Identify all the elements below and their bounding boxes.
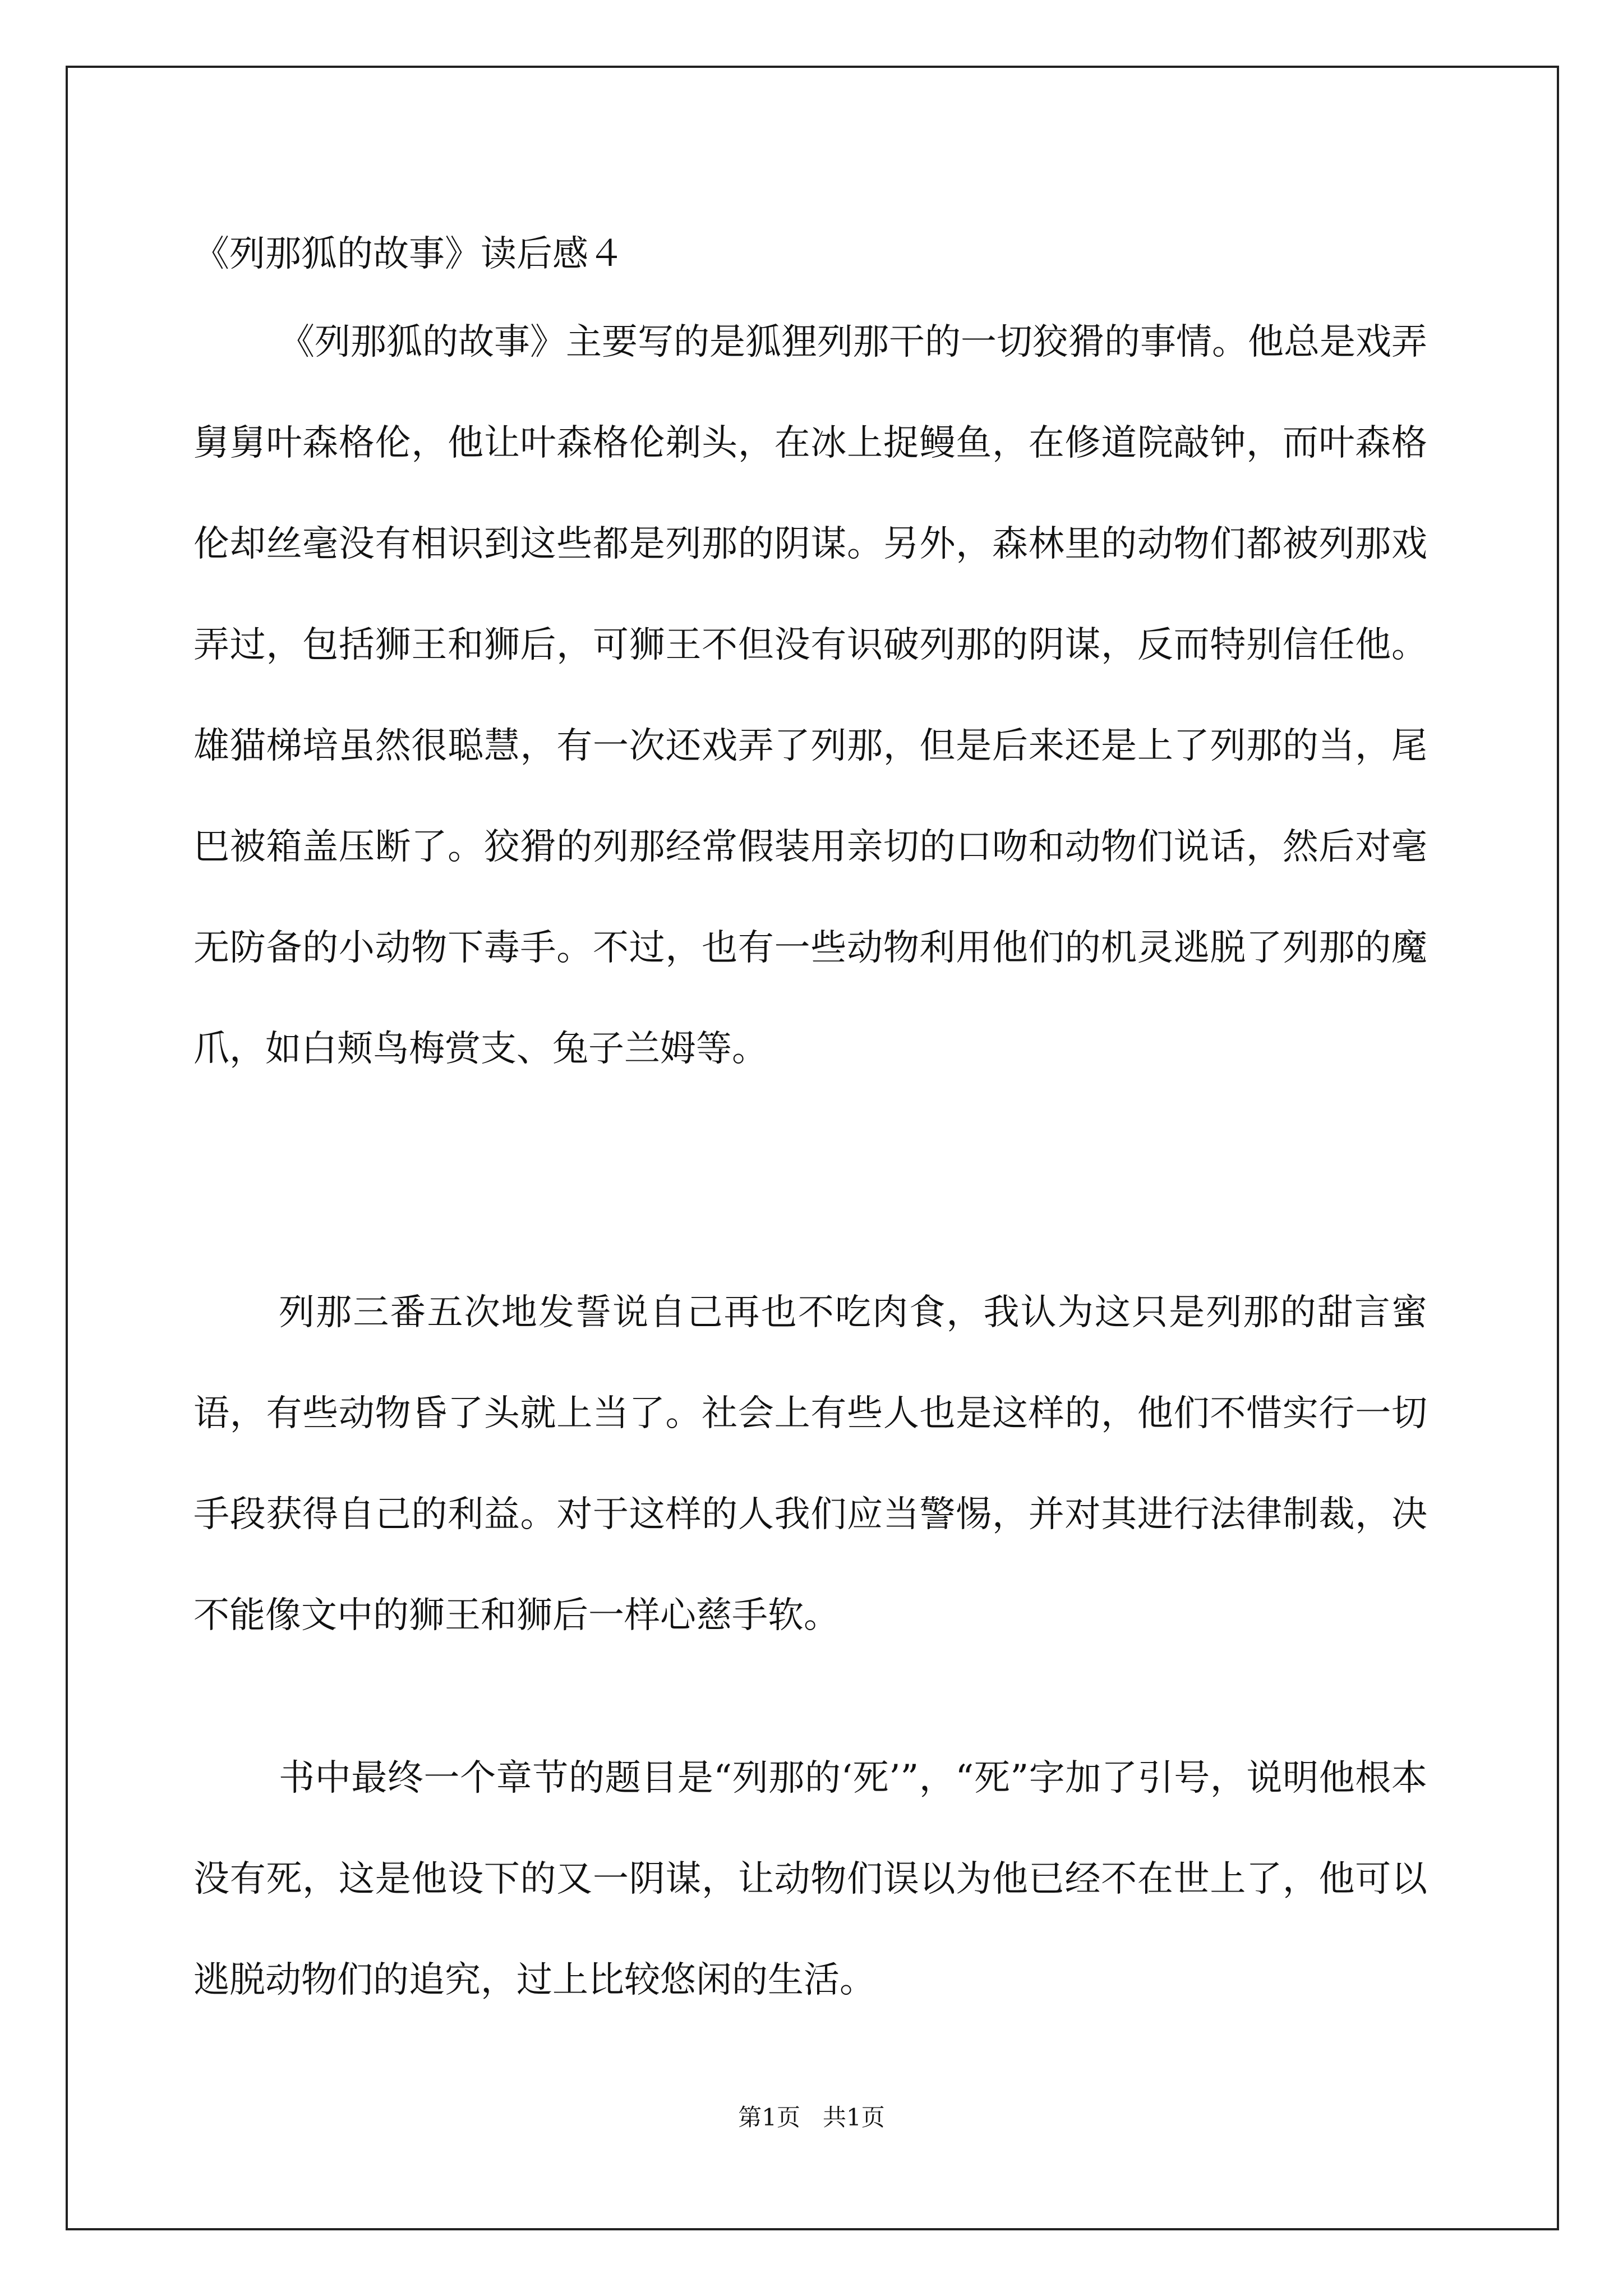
paragraph-1: 《列那狐的故事》主要写的是狐狸列那干的一切狡猾的事情。他总是戏弄舅舅叶森格伦，他让叶森格伦剃头，在冰上捉鳗鱼，在修道院敲钟，而叶森格伦却丝毫没有相识到这些都是列那的阴谋。另外，森林里的动物们都被列那戏弄过，包括狮王和狮后，可狮王不但没有识破列那的阴谋，反而特别信任他。雄猫梯培虽然很聪慧，有一次还戏弄了列那，但是后来还是上了列那的当，尾巴被箱盖压断了。狡猾的列那经常假装用亲切的口吻和动物们说话，然后对毫无防备的小动物下毒手。不过，也有一些动物利用他们的机灵逃脱了列那的魔爪，如白颊鸟梅赏支、兔子兰姆等。 [193,321,1427,1070]
document-title: 《列那狐的故事》读后感４ [193,233,624,275]
page-footer: 第1页 共1页 [738,2104,885,2131]
paragraph-3: 书中最终一个章节的题目是“列那的‘死’”，“死”字加了引号，说明他根本没有死，这是他设下的又一阴谋，让动物们误以为他已经不在世上了，他可以逃脱动物们的追究，过上比较悠闲的生活。 [193,1757,1427,2001]
paragraph-2: 列那三番五次地发誓说自己再也不吃肉食，我认为这只是列那的甜言蜜语，有些动物昏了头就上当了。社会上有些人也是这样的，他们不惜实行一切手段获得自己的利益。对于这样的人我们应当警惕，并对其进行法律制裁，决不能像文中的狮王和狮后一样心慈手软。 [193,1292,1427,1636]
